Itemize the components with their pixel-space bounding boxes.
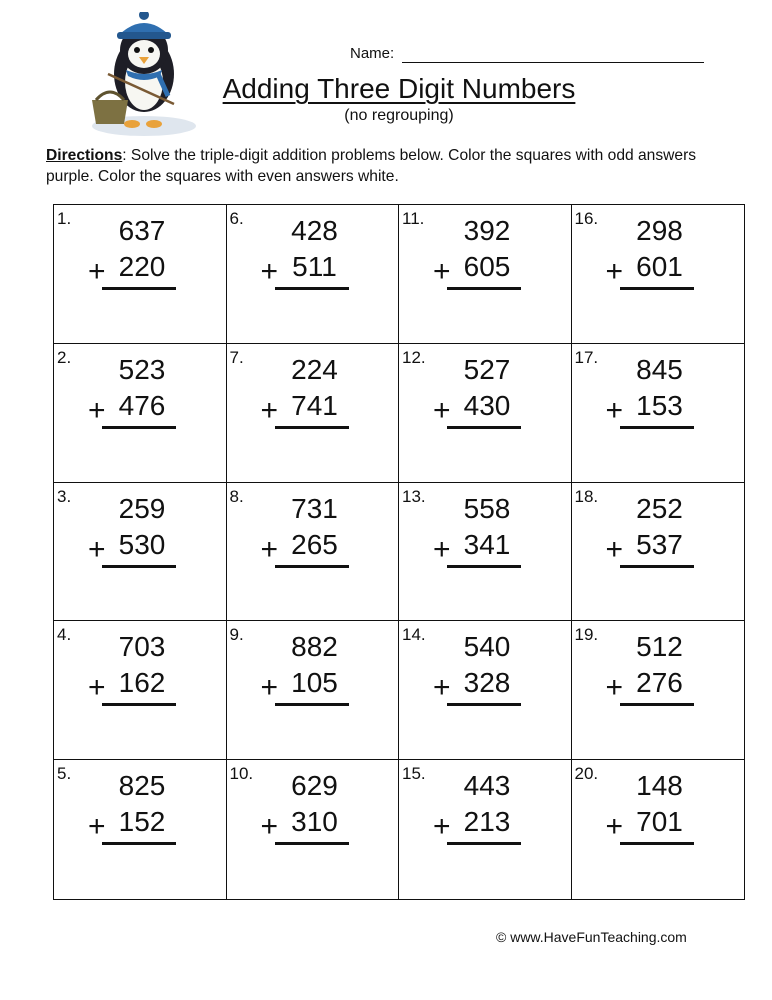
bottom-addend: 153 [636, 389, 683, 421]
answer-line [275, 287, 349, 290]
plus-sign: + [433, 810, 451, 844]
plus-sign: + [88, 393, 106, 427]
problem-cell[interactable] [54, 205, 227, 344]
top-addend: 825 [118, 770, 166, 802]
plus-sign: + [605, 532, 624, 566]
problem-cell[interactable] [54, 344, 227, 483]
answer-line [275, 703, 349, 706]
problem-cell[interactable] [227, 621, 400, 760]
answer-line [447, 703, 521, 706]
top-addend: 259 [118, 492, 166, 524]
plus-sign: + [88, 255, 106, 288]
problem-number: 4. [57, 625, 72, 645]
answer-line [275, 565, 349, 568]
problem-cell[interactable] [572, 483, 745, 622]
problem-number: 12. [402, 347, 426, 367]
problem-cell[interactable] [572, 344, 745, 483]
answer-line [447, 426, 521, 429]
problem-number: 19. [574, 625, 599, 645]
bottom-addend: 105 [291, 667, 338, 699]
answer-line [102, 703, 176, 706]
top-addend: 392 [463, 215, 511, 246]
answer-line [620, 842, 694, 845]
top-addend: 443 [463, 770, 511, 802]
problem-cell[interactable] [54, 621, 227, 760]
answer-line [275, 842, 349, 845]
problem-cell[interactable] [399, 760, 572, 899]
problem-cell[interactable] [399, 205, 572, 344]
plus-sign: + [433, 532, 451, 566]
bottom-addend: 701 [636, 806, 683, 838]
top-addend: 523 [118, 353, 166, 385]
plus-sign: + [433, 671, 451, 705]
answer-line [102, 842, 176, 845]
answer-line [620, 287, 694, 290]
top-addend: 637 [118, 215, 166, 246]
top-addend: 512 [636, 631, 683, 663]
footer-copyright: © www.HaveFunTeaching.com [496, 929, 687, 945]
problem-number: 2. [57, 347, 72, 367]
plus-sign: + [260, 255, 279, 288]
answer-line [102, 565, 176, 568]
problem-number: 1. [57, 209, 72, 228]
problem-cell[interactable] [227, 205, 400, 344]
problem-grid [53, 204, 745, 900]
bottom-addend: 511 [292, 251, 337, 282]
top-addend: 428 [291, 215, 338, 246]
problem-cell[interactable] [572, 205, 745, 344]
bottom-addend: 162 [118, 667, 166, 699]
problem-cell[interactable] [399, 621, 572, 760]
bottom-addend: 152 [118, 806, 166, 838]
bottom-addend: 310 [291, 806, 338, 838]
problem-number: 14. [402, 625, 426, 645]
problem-number: 13. [402, 486, 426, 506]
directions-label: Directions [46, 147, 123, 164]
plus-sign: + [88, 532, 106, 566]
bottom-addend: 220 [118, 251, 166, 282]
bottom-addend: 328 [463, 667, 511, 699]
top-addend: 148 [636, 770, 683, 802]
top-addend: 703 [118, 631, 166, 663]
directions-text: : Solve the triple-digit addition problems below. Color the squares with odd answers purple. Color the squares with even answers white. [46, 147, 697, 185]
problem-number: 18. [574, 486, 599, 506]
bottom-addend: 265 [291, 528, 338, 560]
top-addend: 629 [291, 770, 338, 802]
bottom-addend: 341 [463, 528, 511, 560]
problem-cell[interactable] [572, 621, 745, 760]
problem-number: 7. [229, 347, 244, 367]
answer-line [620, 565, 694, 568]
problem-number: 11. [402, 209, 425, 228]
problem-number: 3. [57, 486, 72, 506]
name-blank-line[interactable] [402, 62, 704, 63]
problem-number: 15. [402, 764, 426, 784]
top-addend: 882 [291, 631, 338, 663]
plus-sign: + [605, 255, 624, 288]
plus-sign: + [605, 810, 624, 844]
problem-number: 9. [229, 625, 244, 645]
bottom-addend: 276 [636, 667, 683, 699]
plus-sign: + [605, 671, 624, 705]
bottom-addend: 430 [463, 389, 511, 421]
name-field[interactable] [350, 45, 394, 62]
answer-line [447, 287, 521, 290]
plus-sign: + [260, 532, 279, 566]
problem-number: 6. [229, 209, 244, 228]
worksheet-subtitle: (no regrouping) [344, 107, 454, 124]
top-addend: 298 [636, 215, 683, 246]
bottom-addend: 601 [636, 251, 683, 282]
plus-sign: + [88, 671, 106, 705]
bottom-addend: 476 [118, 389, 166, 421]
problem-cell[interactable] [227, 344, 400, 483]
plus-sign: + [88, 810, 106, 844]
plus-sign: + [433, 255, 451, 288]
problem-number: 17. [574, 347, 599, 367]
problem-cell[interactable] [399, 483, 572, 622]
name-label: Name: [350, 45, 395, 62]
problem-number: 8. [229, 486, 244, 506]
problem-cell[interactable] [227, 483, 400, 622]
directions [46, 145, 736, 187]
plus-sign: + [433, 393, 451, 427]
problem-number: 16. [574, 209, 599, 228]
plus-sign: + [260, 671, 279, 705]
top-addend: 224 [291, 353, 338, 385]
answer-line [620, 703, 694, 706]
plus-sign: + [605, 393, 624, 427]
answer-line [102, 287, 176, 290]
top-addend: 540 [463, 631, 511, 663]
problem-cell[interactable] [572, 760, 745, 899]
bottom-addend: 605 [463, 251, 511, 282]
plus-sign: + [260, 393, 279, 427]
worksheet-title: Adding Three Digit Numbers [222, 73, 576, 104]
answer-line [620, 426, 694, 429]
problem-cell[interactable] [54, 760, 227, 899]
top-addend: 845 [636, 353, 683, 385]
answer-line [275, 426, 349, 429]
top-addend: 558 [463, 492, 511, 524]
top-addend: 527 [463, 353, 511, 385]
bottom-addend: 537 [636, 528, 683, 560]
bottom-addend: 530 [118, 528, 166, 560]
top-addend: 252 [636, 492, 683, 524]
problem-number: 20. [574, 764, 599, 784]
plus-sign: + [260, 810, 279, 844]
answer-line [102, 426, 176, 429]
answer-line [447, 842, 521, 845]
problem-cell[interactable] [227, 760, 400, 899]
bottom-addend: 213 [463, 806, 511, 838]
penguin-illustration [88, 12, 200, 136]
problem-cell[interactable] [399, 344, 572, 483]
problem-cell[interactable] [54, 483, 227, 622]
problem-number: 5. [57, 764, 72, 784]
top-addend: 731 [291, 492, 338, 524]
answer-line [447, 565, 521, 568]
bottom-addend: 741 [291, 389, 338, 421]
problem-number: 10. [229, 764, 254, 784]
